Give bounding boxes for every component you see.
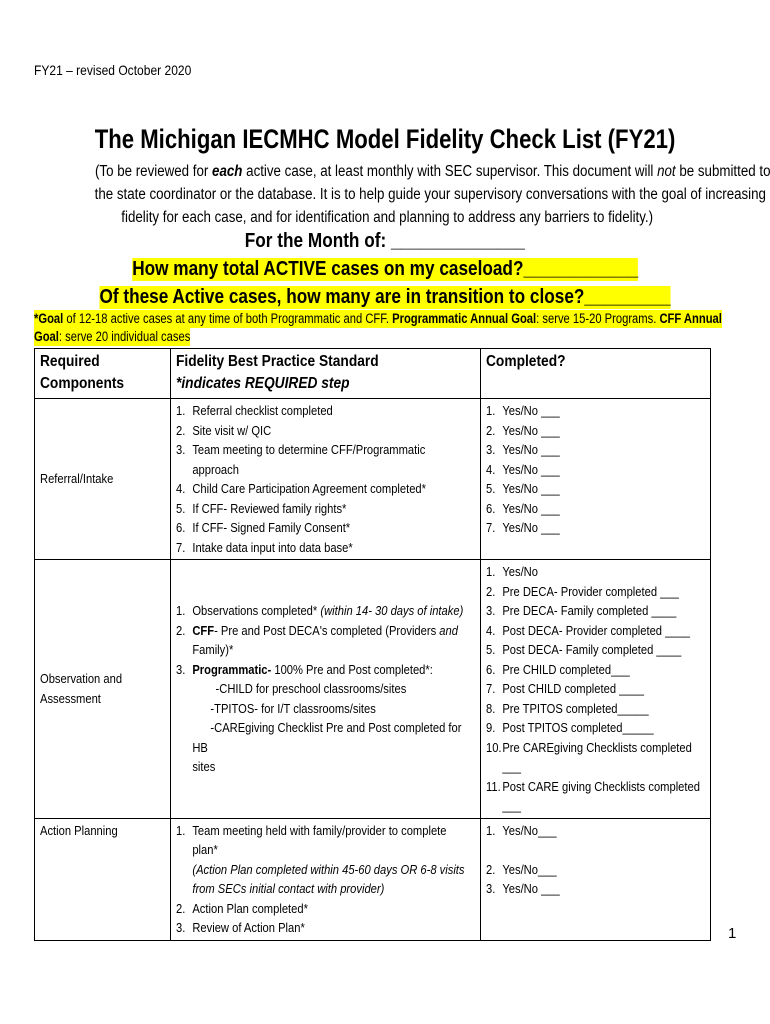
page-number: 1 [728,925,737,942]
list-item: 3. Review of Action Plan* [176,920,305,935]
transition-line [0,286,770,309]
list-item: 1. Team meeting held with family/provider to complete plan* (Action Plan completed within 45-60 days OR 6-8 visits from SECs initial contact with provider) [176,822,465,896]
goal-note [34,310,724,346]
intro-post: be submitted to [675,163,770,180]
title-text: The Michigan IECMHC Model Fidelity Check List (FY21) [94,124,676,154]
list-item: 6. If CFF- Signed Family Consent* [176,520,351,535]
month-text: For the Month of: ______________ [244,230,526,252]
observation-label: Observation and Assessment [40,671,123,706]
list-item: 6. Yes/No ___ [486,500,560,516]
list-item: 7. Intake data input into data base* [176,539,353,555]
list-item: 1. Observations completed* (within 14- 30 days of intake) [176,603,464,618]
list-item: 2. Yes/No___ [486,861,557,877]
list-item: 3. Programmatic- 100% Pre and Post completed*: -CHILD for preschool classrooms/sites -TPITOS- for I/T classrooms/sites -CAREgiving Checklist Pre and Post completed for HB sites [176,661,462,774]
completed-referral [481,399,711,560]
list-item: 1. Yes/No [486,564,538,579]
action-standard-list [176,821,474,938]
document-title [0,124,770,155]
header-completed-text: Completed? [486,353,566,370]
observation-standard-list [176,601,474,777]
header-standard-title: Fidelity Best Practice Standard [176,353,379,370]
intro-paragraph [40,160,770,229]
standards-observation [171,560,481,819]
header-standard [171,349,481,399]
standards-action [171,818,481,940]
action-label: Action Planning [40,822,118,838]
standards-referral [171,399,481,560]
list-item: 2. Action Plan completed* [176,900,308,916]
header-required: Required [40,353,100,370]
prog-goal-label: Programmatic Annual Goal [392,311,537,326]
header-required-note: *indicates REQUIRED step [176,375,350,392]
list-item: 4. Yes/No ___ [486,461,560,477]
prog-goal-text: : serve 15-20 Programs. [536,311,660,326]
fidelity-table [34,348,711,941]
list-item: 2. CFF- Pre and Post DECA's completed (Providers and Family)* [176,622,458,657]
completed-action [481,818,711,940]
observation-completed-list [486,562,704,816]
list-item: 7. Yes/No ___ [486,520,560,535]
completed-observation [481,560,711,819]
list-item: 2. Pre DECA- Provider completed ___ [486,583,679,599]
list-item: 5. Post DECA- Family completed ____ [486,642,682,657]
goal-line-1 [34,310,722,328]
component-action [35,818,171,940]
referral-label: Referral/Intake [40,471,114,487]
list-item: 1. Referral checklist completed [176,403,333,418]
cff-goal-label: CFF Annual [659,311,722,326]
goal-line-2 [34,328,190,346]
month-line [0,230,770,253]
list-item: 7. Post CHILD completed ____ [486,681,645,696]
intro-line-1 [95,160,770,183]
component-referral [35,399,171,560]
goal-label: *Goal [34,311,64,326]
header-required-components [35,349,171,399]
referral-completed-list [486,401,704,538]
intro-pre: (To be reviewed for [94,163,213,180]
goal-text: of 12-18 active cases at any time of both Programmatic and CFF. [63,311,393,326]
goal-line2-text: : serve 20 individual cases [58,329,191,344]
intro-line-3: fidelity for each case, and for identification and planning to address any barriers to fidelity.) [121,209,653,226]
list-item: 5. If CFF- Reviewed family rights* [176,500,347,516]
list-item: 3. Yes/No ___ [486,881,560,896]
table-row-referral [35,399,711,560]
list-item: 3. Pre DECA- Family completed ____ [486,603,677,618]
component-observation [35,560,171,819]
list-item: 1. Yes/No___ [486,822,557,838]
list-item: 4. Post DECA- Provider completed ____ [486,622,691,638]
intro-mid: active case, at least monthly with SEC supervisor. This document will [242,163,658,180]
action-completed-list [486,821,704,899]
table-header-row [35,349,711,399]
list-item: 2. Yes/No ___ [486,422,560,438]
list-item: 8. Pre TPITOS completed_____ [486,700,649,716]
list-item: 5. Yes/No ___ [486,481,560,496]
list-item: 6. Pre CHILD completed___ [486,661,630,677]
list-item: 1. Yes/No ___ [486,403,560,418]
transition-text: Of these Active cases, how many are in transition to close?_________ [99,286,671,308]
intro-each: each [212,163,243,180]
list-item: 10. Pre CAREgiving Checklists completed ___ [486,739,692,774]
active-cases-text: How many total ACTIVE cases on my caseload?____________ [131,258,639,280]
intro-not: not [657,163,676,180]
list-item: 11. Post CARE giving Checklists completed ___ [486,778,700,813]
header-completed [481,349,711,399]
active-cases-line [0,258,770,281]
referral-standard-list [176,401,474,557]
list-item: 9. Post TPITOS completed_____ [486,720,654,735]
intro-line-2: the state coordinator or the database. It is to help guide your supervisory conversations with the goal of increasing [94,186,766,203]
revision-note: FY21 – revised October 2020 [34,62,192,78]
table-row-observation [35,560,711,819]
table-row-action [35,818,711,940]
list-item: 3. Team meeting to determine CFF/Programmatic approach [176,442,426,477]
list-item: 2. Site visit w/ QIC [176,422,272,438]
list-item: 4. Child Care Participation Agreement completed* [176,481,427,496]
goal-line2-label: Goal [34,329,59,344]
list-item: 3. Yes/No ___ [486,442,560,457]
header-components: Components [40,375,125,392]
